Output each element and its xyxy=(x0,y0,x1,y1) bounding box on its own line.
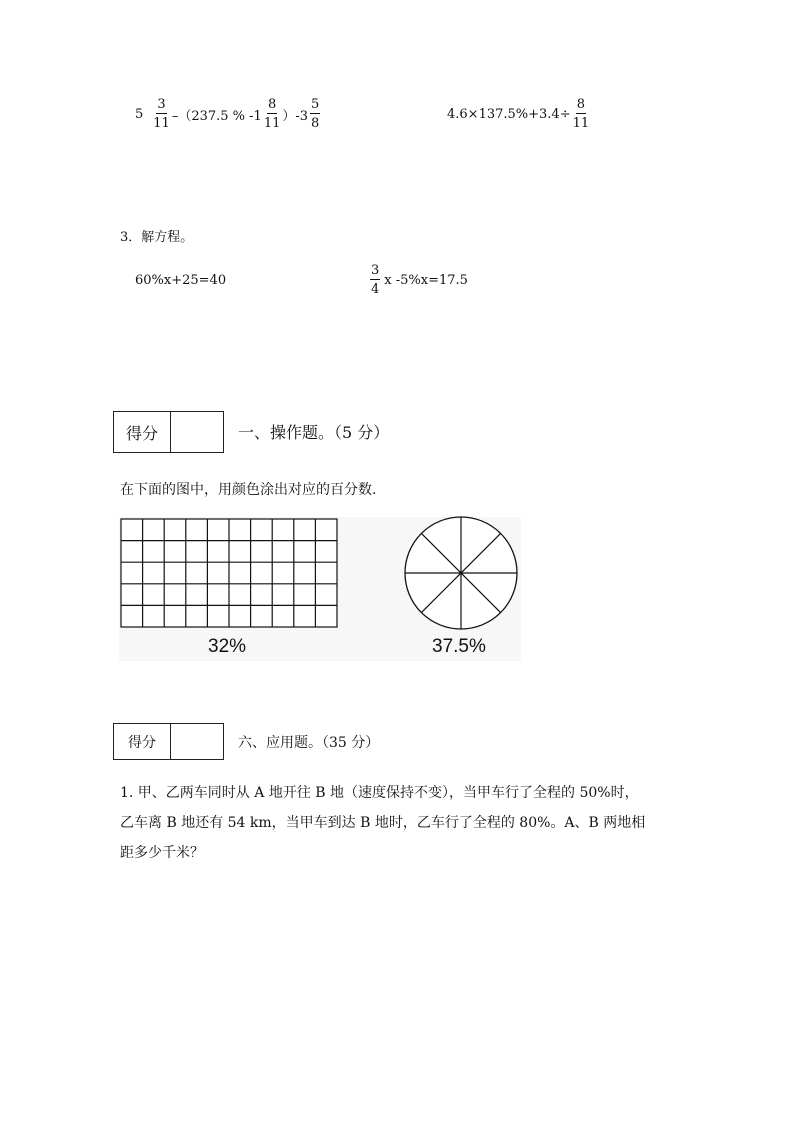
fraction-8-11-b: $\frac{8}{11}$ xyxy=(572,97,590,131)
grid-figure xyxy=(119,517,339,629)
circle-figure xyxy=(402,514,520,632)
score-label-2: 得分 xyxy=(114,724,171,759)
problem-line: 乙车离 B 地还有 54 km，当甲车到达 B 地时，乙车行了全程的 80%。A、B 两地相 xyxy=(120,815,646,831)
section-title-application: 六、应用题。（35 分） xyxy=(238,735,380,751)
section-title-operation: 一、操作题。（5 分） xyxy=(238,423,390,442)
fraction-8-11: $\frac{8}{11}$ xyxy=(263,97,281,131)
expr1-middle-2: ）-3 xyxy=(282,108,309,124)
score-label: 得分 xyxy=(114,412,171,452)
score-blank xyxy=(171,412,223,452)
equations-title: 3．解方程。 xyxy=(120,230,194,245)
calc-expression-1 xyxy=(135,98,322,130)
circle-percent-label: 37.5% xyxy=(432,636,486,657)
score-blank-2 xyxy=(171,724,223,759)
expr2-lead: 4.6×137.5%+3.4÷ xyxy=(447,106,571,122)
calc-expression-2 xyxy=(447,98,591,130)
operation-instruction: 在下面的图中，用颜色涂出对应的百分数. xyxy=(120,482,377,498)
fraction-5-8: $\frac{5}{8}$ xyxy=(311,97,320,131)
fraction-3-11: $\frac{3}{11}$ xyxy=(153,97,170,131)
problem-line: 1. 甲、乙两车同时从 A 地开往 B 地（速度保持不变），当甲车行了全程的 50%时， xyxy=(120,785,639,801)
problem-text xyxy=(120,778,645,868)
fraction-3-4: $\frac{3}{4}$ xyxy=(371,263,380,297)
score-box-application xyxy=(113,723,224,760)
grid-percent-label: 32% xyxy=(208,636,247,657)
score-box-operation xyxy=(113,411,224,453)
equation-2-rest: x -5%x=17.5 xyxy=(384,272,468,288)
equation-1: 60%x+25=40 xyxy=(135,273,227,288)
expr1-lead: 5 xyxy=(135,106,144,122)
equation-2 xyxy=(368,264,468,296)
problem-line: 距多少千米？ xyxy=(120,845,204,861)
expr1-middle-1: –（237.5 % -1 xyxy=(171,108,262,124)
